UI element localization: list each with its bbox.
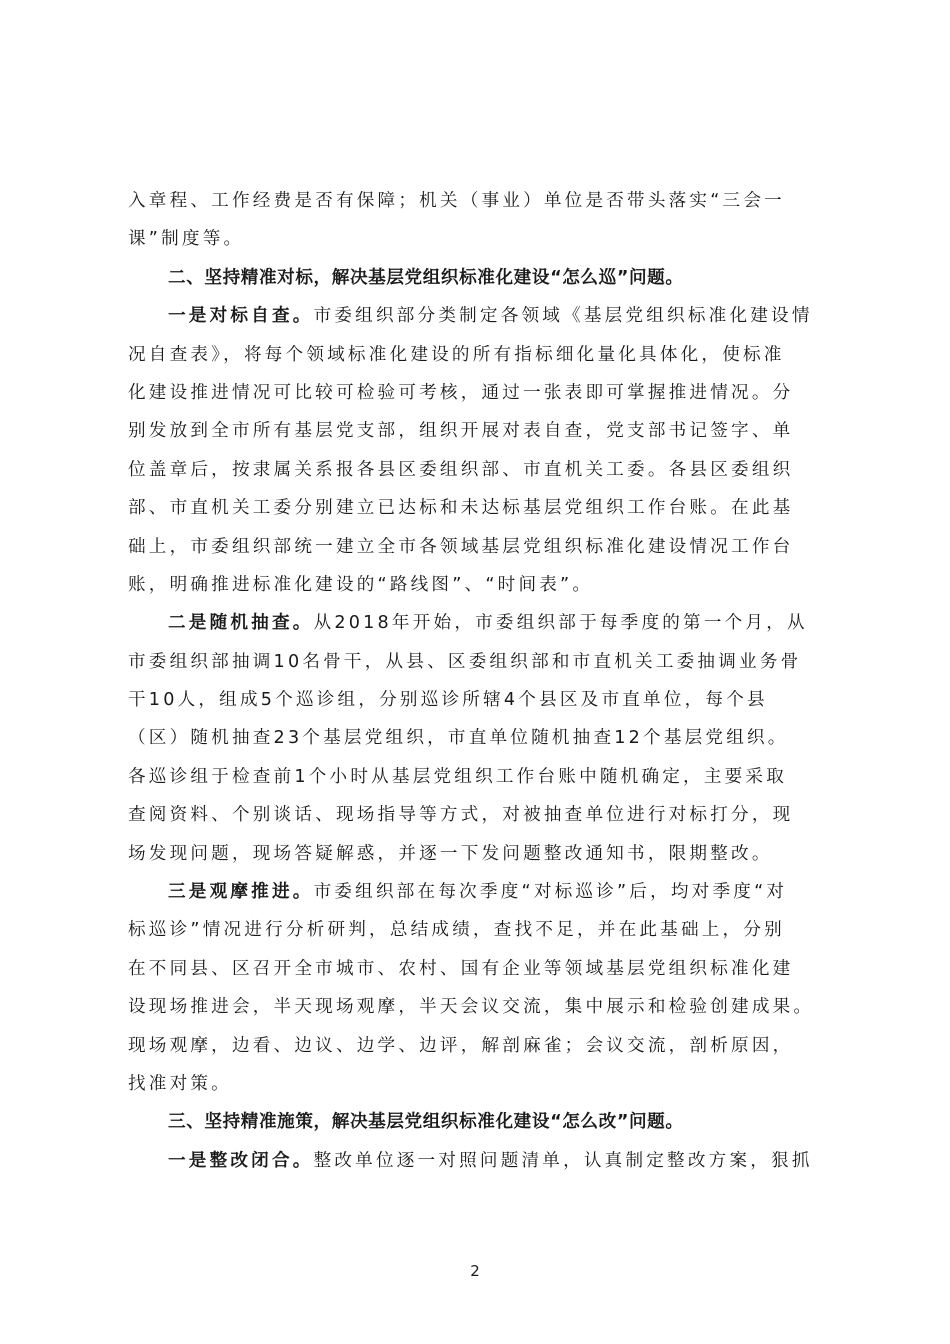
paragraph-text: 市委组织部在每次季度“对标巡诊”后，均对季度“对 (313, 882, 788, 903)
paragraph-lead: 一是对标自查。 (168, 306, 314, 327)
body-line: （区）随机抽查23个基层党组织，市直单位随机抽查12个基层党组织。 (128, 728, 789, 749)
page-number: 2 (470, 1262, 480, 1280)
body-line: 查阅资料、个别谈话、现场指导等方式，对被抽查单位进行对标打分，现 (128, 805, 794, 826)
body-line: 设现场推进会，半天现场观摩，半天会议交流，集中展示和检验创建成果。 (128, 997, 815, 1018)
document-body (128, 182, 838, 1180)
paragraph-lead: 二是随机抽查。 (168, 613, 314, 634)
body-line: 现场观摩，边看、边议、边学、边评，解剖麻雀；会议交流，剖析原因， (128, 1035, 794, 1056)
paragraph-text: 从2018年开始，市委组织部于每季度的第一个月，从 (313, 613, 808, 634)
body-line: 干10人，组成5个巡诊组，分别巡诊所辖4个县区及市直单位，每个县 (128, 690, 768, 711)
body-line: 化建设推进情况可比较可检验可考核，通过一张表即可掌握推进情况。分 (128, 382, 794, 403)
paragraph-first-line (128, 1142, 838, 1180)
body-line: 场发现问题，现场答疑解惑，并逐一下发问题整改通知书，限期整改。 (128, 843, 773, 864)
body-line: 入章程、工作经费是否有保障；机关（事业）单位是否带头落实“三会一 (128, 191, 785, 211)
body-line: 账，明确推进标准化建设的“路线图”、“时间表”。 (128, 574, 594, 595)
paragraph-lead: 一是整改闭合。 (168, 1150, 314, 1171)
paragraph-first-line (128, 604, 838, 642)
body-line: 础上，市委组织部统一建立全市各领域基层党组织标准化建设情况工作台 (128, 536, 794, 557)
body-line: 标巡诊”情况进行分析研判，总结成绩，查找不足，并在此基础上，分别 (128, 920, 785, 941)
body-line: 各巡诊组于检查前1个小时从基层党组织工作台账中随机确定，主要采取 (128, 766, 788, 787)
paragraph-first-line (128, 297, 838, 335)
body-line: 位盖章后，按隶属关系报各县区委组织部、市直机关工委。各县区委组织 (128, 459, 794, 480)
paragraph-text: 整改单位逐一对照问题清单，认真制定整改方案，狠抓 (313, 1150, 813, 1171)
body-line: 市委组织部抽调10名骨干，从县、区委组织部和市直机关工委抽调业务骨 (128, 651, 802, 672)
body-line: 况自查表》，将每个领域标准化建设的所有指标细化量化具体化，使标准 (128, 344, 785, 365)
paragraph-lead: 三是观摩推进。 (168, 882, 314, 903)
section-heading: 三、坚持精准施策，解决基层党组织标准化建设“怎么改”问题。 (168, 1112, 684, 1133)
section-heading: 二、坚持精准对标，解决基层党组织标准化建设“怎么巡”问题。 (168, 267, 684, 288)
paragraph-text: 市委组织部分类制定各领域《基层党组织标准化建设情 (313, 306, 813, 327)
body-line: 找准对策。 (128, 1073, 232, 1094)
body-line: 部、市直机关工委分别建立已达标和未达标基层党组织工作台账。在此基 (128, 498, 794, 519)
body-line: 课”制度等。 (128, 229, 245, 250)
body-line: 在不同县、区召开全市城市、农村、国有企业等领域基层党组织标准化建 (128, 958, 794, 979)
paragraph-first-line (128, 873, 838, 911)
body-line: 别发放到全市所有基层党支部，组织开展对表自查，党支部书记签字、单 (128, 421, 794, 442)
